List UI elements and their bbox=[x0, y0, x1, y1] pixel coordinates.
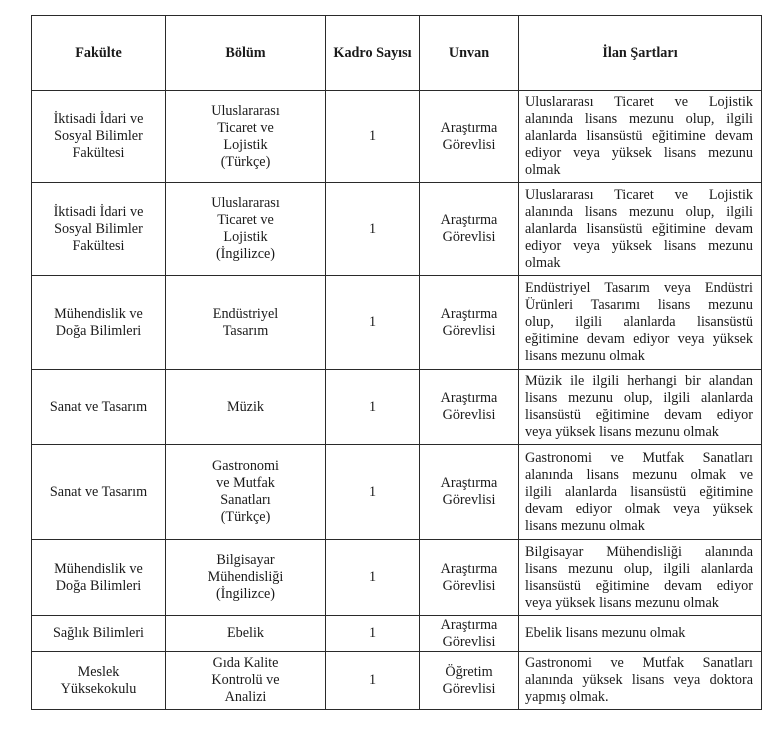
faculty-line: Meslek bbox=[77, 663, 120, 680]
header-title: Unvan bbox=[420, 16, 519, 91]
department-cell bbox=[166, 370, 326, 445]
title-cell bbox=[420, 445, 519, 540]
requirements-line: yapmış olmak. bbox=[525, 689, 609, 705]
department-line: (Türkçe) bbox=[220, 153, 271, 170]
faculty-line: Sağlık Bilimleri bbox=[52, 625, 145, 641]
title-line: Görevlisi bbox=[442, 577, 496, 594]
header-quota-line1: Kadro bbox=[333, 44, 373, 61]
title-line: Araştırma bbox=[440, 475, 498, 491]
faculty-line: Fakültesi bbox=[72, 145, 125, 161]
requirements-cell bbox=[519, 616, 762, 652]
requirements-line: Ürünleri Tasarımı lisans mezunu bbox=[525, 297, 753, 313]
department-line: Uluslararası bbox=[211, 102, 280, 119]
faculty-line: Doğa Bilimleri bbox=[55, 577, 142, 594]
department-line: Lojistik bbox=[223, 229, 268, 245]
faculty-line: Sanat ve Tasarım bbox=[49, 483, 148, 500]
requirements-line: lisans mezunu olmak bbox=[525, 348, 645, 364]
requirements-line: ediyor veya yüksek lisans mezunu bbox=[525, 145, 753, 161]
requirements-line: lisansüstü eğitimine devam ediyor bbox=[525, 407, 753, 423]
quota-cell: 1 bbox=[326, 276, 420, 370]
title-line: Araştırma bbox=[440, 212, 498, 228]
requirements-line: Müzik ile ilgili herhangi bir alandan bbox=[525, 373, 753, 389]
department-cell bbox=[166, 616, 326, 652]
requirements-line: alanlarda lisansüstü eğitimine devam bbox=[525, 220, 753, 237]
table-row bbox=[32, 540, 762, 616]
faculty-line: Doğa Bilimleri bbox=[55, 322, 142, 339]
department-line: Uluslararası bbox=[211, 195, 280, 211]
title-cell bbox=[420, 652, 519, 710]
header-row bbox=[32, 16, 762, 91]
department-line: Analizi bbox=[224, 689, 267, 705]
title-line: Araştırma bbox=[440, 390, 498, 406]
title-line: Araştırma bbox=[440, 560, 498, 577]
requirements-line: olmak bbox=[525, 162, 561, 178]
quota-cell: 1 bbox=[326, 616, 420, 652]
faculty-line: İktisadi İdari ve bbox=[53, 111, 144, 127]
requirements-line: alanlarda lisansüstü eğitimine devam bbox=[525, 128, 753, 144]
requirements-line: Uluslararası Ticaret ve Lojistik bbox=[525, 94, 753, 110]
quota-cell: 1 bbox=[326, 652, 420, 710]
faculty-cell bbox=[32, 91, 166, 183]
department-cell bbox=[166, 276, 326, 370]
department-line: Ebelik bbox=[226, 625, 265, 641]
faculty-line: Mühendislik ve bbox=[54, 560, 143, 577]
requirements-cell bbox=[519, 540, 762, 616]
header-department: Bölüm bbox=[166, 16, 326, 91]
title-line: Görevlisi bbox=[442, 680, 496, 697]
department-line: Mühendisliği bbox=[207, 569, 284, 585]
faculty-line: Sosyal Bilimler bbox=[54, 128, 143, 144]
requirements-line: ediyor veya yüksek lisans mezunu bbox=[525, 237, 753, 254]
table-row bbox=[32, 445, 762, 540]
title-cell bbox=[420, 616, 519, 652]
department-cell bbox=[166, 445, 326, 540]
requirements-line: veya yüksek lisans mezunu olmak bbox=[525, 424, 719, 440]
department-line: Ticaret ve bbox=[217, 119, 274, 136]
requirements-line: Uluslararası Ticaret ve Lojistik bbox=[525, 186, 753, 203]
faculty-cell bbox=[32, 183, 166, 276]
faculty-cell bbox=[32, 616, 166, 652]
title-line: Görevlisi bbox=[442, 136, 496, 153]
requirements-line: alanında lisans mezunu olup, ilgili bbox=[525, 111, 753, 127]
title-line: Görevlisi bbox=[442, 229, 496, 245]
table-row bbox=[32, 370, 762, 445]
faculty-cell bbox=[32, 370, 166, 445]
requirements-line: ilgili alanlarda lisansüstü eğitimine bbox=[525, 483, 753, 500]
department-line: ve Mutfak bbox=[216, 475, 275, 491]
title-cell bbox=[420, 276, 519, 370]
requirements-cell bbox=[519, 445, 762, 540]
table-row bbox=[32, 652, 762, 710]
department-cell bbox=[166, 652, 326, 710]
job-posting-table bbox=[31, 15, 762, 710]
quota-cell: 1 bbox=[326, 540, 420, 616]
department-line: Lojistik bbox=[223, 136, 268, 153]
faculty-line: Yüksekokulu bbox=[60, 680, 137, 697]
title-line: Görevlisi bbox=[442, 322, 496, 339]
table-row bbox=[32, 276, 762, 370]
department-line: Tasarım bbox=[222, 322, 269, 339]
department-cell bbox=[166, 540, 326, 616]
title-line: Araştırma bbox=[440, 616, 498, 633]
requirements-line: lisansüstü eğitimine devam ediyor bbox=[525, 577, 753, 594]
faculty-cell bbox=[32, 445, 166, 540]
title-line: Öğretim bbox=[445, 663, 493, 680]
table-row bbox=[32, 91, 762, 183]
requirements-cell bbox=[519, 276, 762, 370]
requirements-cell bbox=[519, 91, 762, 183]
header-quota bbox=[326, 16, 420, 91]
requirements-line: lisans mezunu olup, ilgili alanlarda bbox=[525, 390, 753, 406]
department-line: Endüstriyel bbox=[212, 305, 279, 322]
title-cell bbox=[420, 91, 519, 183]
department-line: (İngilizce) bbox=[215, 586, 276, 602]
quota-cell: 1 bbox=[326, 370, 420, 445]
requirements-line: alanında lisans mezunu olup, ilgili bbox=[525, 203, 753, 220]
requirements-line: alanında yüksek lisans veya doktora bbox=[525, 672, 753, 688]
title-cell bbox=[420, 183, 519, 276]
department-line: Kontrolü ve bbox=[211, 672, 280, 688]
requirements-line: veya yüksek lisans mezunu olmak bbox=[525, 594, 719, 611]
requirements-line: eğitimine devam ediyor veya yüksek bbox=[525, 331, 753, 347]
faculty-line: Fakültesi bbox=[72, 237, 125, 254]
requirements-line: devam ediyor olmak veya yüksek bbox=[525, 500, 753, 517]
title-line: Görevlisi bbox=[442, 407, 496, 423]
requirements-cell bbox=[519, 652, 762, 710]
title-line: Araştırma bbox=[440, 305, 498, 322]
department-cell bbox=[166, 91, 326, 183]
header-quota-line2: Sayısı bbox=[376, 44, 412, 61]
faculty-line: İktisadi İdari ve bbox=[53, 203, 144, 220]
requirements-line: lisans mezunu olmak bbox=[525, 517, 645, 534]
requirements-line: olmak bbox=[525, 254, 561, 271]
department-line: Ticaret ve bbox=[217, 212, 274, 228]
requirements-line: Endüstriyel Tasarım veya Endüstri bbox=[525, 280, 753, 296]
department-line: Müzik bbox=[226, 398, 265, 415]
department-cell bbox=[166, 183, 326, 276]
department-line: Gıda Kalite bbox=[212, 655, 279, 671]
quota-cell: 1 bbox=[326, 91, 420, 183]
requirements-line: lisans mezunu olup, ilgili alanlarda bbox=[525, 560, 753, 577]
faculty-cell bbox=[32, 652, 166, 710]
requirements-line: Gastronomi ve Mutfak Sanatları bbox=[525, 655, 753, 671]
department-line: Sanatları bbox=[220, 492, 271, 508]
requirements-line: Bilgisayar Mühendisliği alanında bbox=[525, 543, 753, 560]
faculty-cell bbox=[32, 540, 166, 616]
requirements-line: Ebelik lisans mezunu olmak bbox=[525, 625, 686, 641]
table-row bbox=[32, 616, 762, 652]
title-line: Görevlisi bbox=[442, 492, 496, 508]
title-cell bbox=[420, 540, 519, 616]
department-line: Bilgisayar bbox=[216, 552, 275, 568]
requirements-line: Gastronomi ve Mutfak Sanatları bbox=[525, 449, 753, 466]
department-line: Gastronomi bbox=[212, 458, 279, 474]
quota-cell: 1 bbox=[326, 445, 420, 540]
requirements-cell bbox=[519, 183, 762, 276]
faculty-line: Mühendislik ve bbox=[54, 305, 143, 322]
title-cell bbox=[420, 370, 519, 445]
faculty-line: Sosyal Bilimler bbox=[54, 220, 143, 237]
header-requirements: İlan Şartları bbox=[519, 16, 762, 91]
faculty-cell bbox=[32, 276, 166, 370]
requirements-line: olup, ilgili alanlarda lisansüstü bbox=[525, 314, 753, 330]
quota-cell: 1 bbox=[326, 183, 420, 276]
department-line: (İngilizce) bbox=[215, 246, 276, 262]
requirements-cell bbox=[519, 370, 762, 445]
header-faculty: Fakülte bbox=[32, 16, 166, 91]
department-line: (Türkçe) bbox=[220, 509, 271, 525]
faculty-line: Sanat ve Tasarım bbox=[49, 398, 148, 415]
requirements-line: alanında lisans mezunu olmak ve bbox=[525, 466, 753, 483]
title-line: Araştırma bbox=[440, 119, 498, 136]
title-line: Görevlisi bbox=[442, 633, 496, 650]
table-row bbox=[32, 183, 762, 276]
